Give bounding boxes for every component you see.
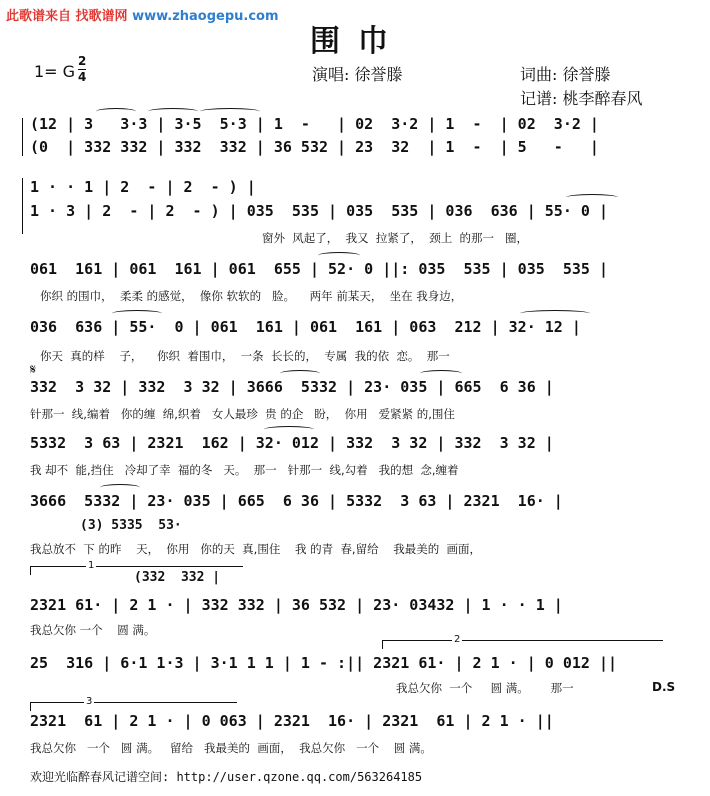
footer-credit[interactable]: 欢迎光临醉春风记谱空间: http://user.qzone.qq.com/563264185: [30, 770, 423, 784]
slur: [200, 108, 260, 115]
slur: [566, 194, 618, 201]
watermark-site-name: 此歌谱来自 找歌谱网: [6, 9, 133, 24]
notation-row-10: 2321 61· | 2 1 · | 332 332 | 36 532 | 23· 03432 | 1 · · 1 |: [30, 596, 563, 614]
lyrics-row-6: 你天 真的样 子， 你织 着围巾， 一条 长长的， 专属 我的依 恋。 那一: [40, 349, 450, 363]
slur: [100, 484, 140, 491]
slur: [264, 426, 314, 433]
volta-3-label: 3: [86, 696, 93, 707]
lyrics-row-4: 窗外 风起了， 我又 拉紧了， 颈上 的那一 圈，: [262, 231, 529, 245]
system-bracket: [22, 178, 23, 234]
watermark[interactable]: [6, 5, 279, 24]
composer-credit: 词曲: 徐誉滕: [520, 65, 611, 84]
lyrics-row-9: 我总放不 下 的昨 天， 你用 你的天 真,围住 我 的青 春,留给 我最美的 画面，: [30, 542, 482, 556]
volta-bracket-3: [30, 702, 237, 711]
notation-row-1: (12 | 3 3·3 | 3·5 5·3 | 1 - | 02 3·2 | 1 - | 02 3·2 |: [30, 115, 599, 133]
lyrics-row-7: 针那一 线,编着 你的缠 绵,织着 女人最珍 贵 的企 盼， 你用 爱紧紧 的,围住: [30, 407, 455, 421]
lyrics-row-12: 我总欠你 一个 圆 满。 留给 我最美的 画面， 我总欠你 一个 圆 满。: [30, 741, 432, 755]
segno-sign: 𝄋: [30, 362, 37, 378]
system-bracket: [22, 118, 23, 156]
time-signature: [78, 55, 86, 84]
volta-bracket-2: [382, 640, 663, 649]
notation-row-3: 1 · · 1 | 2 - | 2 - ) |: [30, 178, 256, 196]
lyrics-row-8: 我 却不 能,挡住 冷却了幸 福的冬 天。 那一 针那一 线,勾着 我的想 念,缠着: [30, 463, 459, 477]
lyrics-row-10: 我总欠你 一个 圆 满。: [30, 623, 156, 637]
slur: [420, 370, 462, 377]
notation-row-8: 5332 3 63 | 2321 162 | 32· 012 | 332 3 32 | 332 3 32 |: [30, 434, 554, 452]
notation-row-6: 036 636 | 55· 0 | 061 161 | 061 161 | 063 212 | 32· 12 |: [30, 318, 581, 336]
ds-marking: D.S: [652, 680, 676, 694]
notation-row-9: 3666 5332 | 23· 035 | 665 6 36 | 5332 3 63 | 2321 16· |: [30, 492, 563, 510]
time-signature-top: 2: [78, 54, 87, 68]
lyrics-row-11: 我总欠你 一个 圆 满。 那一: [396, 681, 574, 695]
slur: [318, 252, 360, 259]
notation-row-7: 332 3 32 | 332 3 32 | 3666 5332 | 23· 035 | 665 6 36 |: [30, 378, 554, 396]
slur: [148, 108, 198, 115]
watermark-url[interactable]: www.zhaogepu.com: [132, 9, 279, 24]
notation-row-4: 1 · 3 | 2 - | 2 - ) | 035 535 | 035 535 | 036 636 | 55· 0 |: [30, 202, 608, 220]
volta-1-label: 1: [88, 560, 95, 571]
transcriber-credit: 记谱: 桃李醉春风: [520, 89, 643, 108]
slur: [280, 370, 320, 377]
notation-row-alt: (3) 5335 53·: [80, 518, 182, 533]
notation-row-11: 25 316 | 6·1 1·3 | 3·1 1 1 | 1 - :|| 2321 61· | 2 1 · | 0 012 ||: [30, 654, 617, 672]
slur: [112, 310, 162, 317]
song-title: 围巾: [310, 24, 406, 59]
notation-row-2: (0 | 332 332 | 332 332 | 36 532 | 23 32 | 1 - | 5 - |: [30, 138, 599, 156]
volta-2-label: 2: [454, 634, 461, 645]
notation-row-alt-2: (332 332 |: [134, 570, 221, 585]
slur: [96, 108, 136, 115]
notation-row-12: 2321 61 | 2 1 · | 0 063 | 2321 16· | 2321 61 | 2 1 · ||: [30, 712, 554, 730]
notation-row-5: 061 161 | 061 161 | 061 655 | 52· 0 ||: 035 535 | 035 535 |: [30, 260, 608, 278]
slur: [520, 310, 590, 317]
singer-credit: 演唱: 徐誉滕: [312, 65, 403, 84]
key-signature: 1= G: [34, 62, 76, 81]
time-signature-bottom: 4: [78, 70, 87, 84]
lyrics-row-5: 你织 的围巾， 柔柔 的感觉， 像你 软软的 脸。 两年 前某天， 坐在 我身边，: [40, 289, 463, 303]
